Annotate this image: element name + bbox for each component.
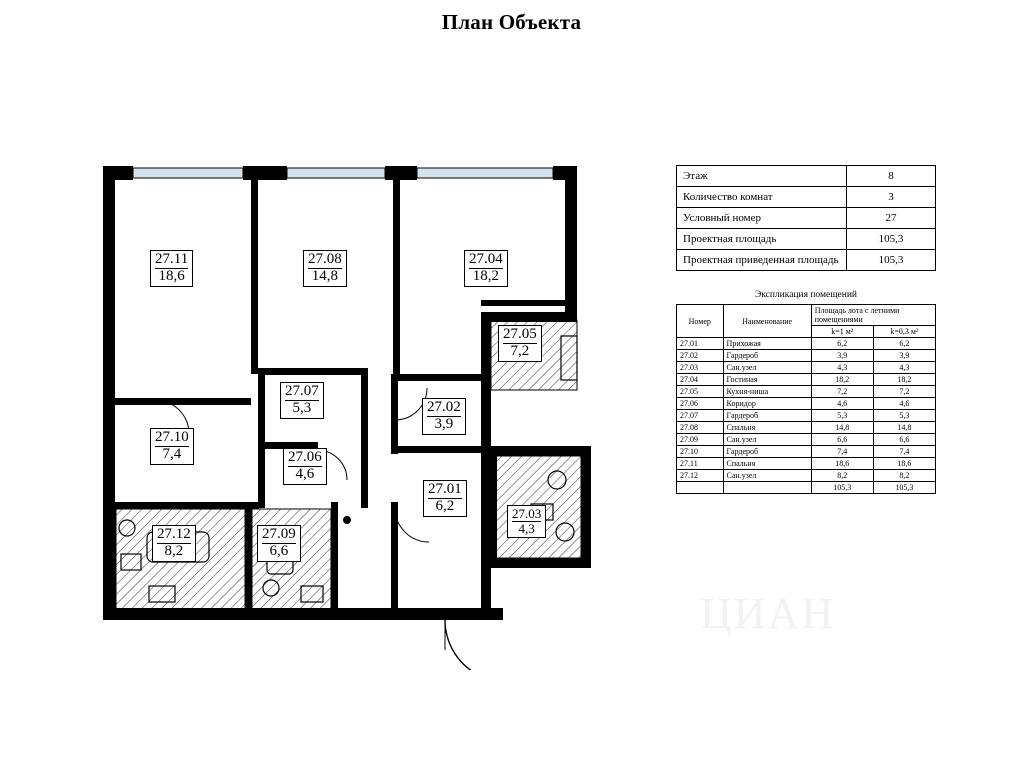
cell-k1: 18,2 (811, 374, 873, 386)
info-key-reduced-area: Проектная приведенная площадь (677, 250, 847, 271)
table-row (677, 338, 936, 350)
entrance-door (431, 612, 503, 620)
cell-k03: 14,8 (873, 422, 935, 434)
cell-name: Прихожая (723, 338, 811, 350)
cell-number: 27.03 (677, 362, 724, 374)
page-title: План Объекта (441, 10, 582, 34)
cell-number: 27.11 (677, 458, 724, 470)
cell-name: Коридор (723, 398, 811, 410)
totals-k1: 105,3 (811, 482, 873, 494)
plan-marker (343, 516, 351, 524)
cell-k03: 8,2 (873, 470, 935, 482)
totals-number (677, 482, 724, 494)
table-row (677, 458, 936, 470)
windows (133, 168, 553, 178)
room-label-27-09: 27.09 6,6 (257, 525, 301, 562)
room-label-27-06: 27.06 4,6 (283, 448, 327, 485)
table-row (677, 386, 936, 398)
table-row (677, 470, 936, 482)
cell-k03: 3,9 (873, 350, 935, 362)
room-label-27-07: 27.07 5,3 (280, 382, 324, 419)
cell-name: Сан.узел (723, 362, 811, 374)
table-row (677, 362, 936, 374)
cell-k1: 6,2 (811, 338, 873, 350)
table-row (677, 422, 936, 434)
table-row (677, 410, 936, 422)
cell-k03: 7,2 (873, 386, 935, 398)
watermark: ЦИАН (700, 589, 836, 638)
cell-number: 27.06 (677, 398, 724, 410)
room-label-27-08: 27.08 14,8 (303, 250, 347, 287)
cell-name: Гардероб (723, 446, 811, 458)
cell-number: 27.07 (677, 410, 724, 422)
info-key-floor: Этаж (677, 166, 847, 187)
floor-plan-drawing (95, 150, 615, 670)
cell-name: Сан.узел (723, 470, 811, 482)
cell-k03: 4,6 (873, 398, 935, 410)
explication-caption: Экспликация помещений (754, 290, 858, 300)
table-row (677, 350, 936, 362)
cell-k03: 6,2 (873, 338, 935, 350)
info-value-reduced-area: 105,3 (847, 250, 936, 271)
cell-k1: 7,4 (811, 446, 873, 458)
cell-k03: 5,3 (873, 410, 935, 422)
cell-number: 27.10 (677, 446, 724, 458)
room-label-27-05: 27.05 7,2 (498, 325, 542, 362)
cell-k1: 14,8 (811, 422, 873, 434)
info-key-area: Проектная площадь (677, 229, 847, 250)
room-label-27-01: 27.01 6,2 (423, 480, 467, 517)
info-value-number: 27 (847, 208, 936, 229)
cell-k1: 5,3 (811, 410, 873, 422)
cell-name: Спальня (723, 458, 811, 470)
cell-k03: 7,4 (873, 446, 935, 458)
header-area-group: Площадь лота с летними помещениями (811, 305, 935, 326)
cell-name: Сан.узел (723, 434, 811, 446)
cell-name: Спальня (723, 422, 811, 434)
cell-name: Кухня-ниша (723, 386, 811, 398)
cell-k1: 3,9 (811, 350, 873, 362)
table-row-totals (677, 482, 936, 494)
cell-k03: 4,3 (873, 362, 935, 374)
explication-header-row (677, 305, 936, 326)
cell-k1: 4,6 (811, 398, 873, 410)
cell-k03: 18,6 (873, 458, 935, 470)
table-row (677, 166, 936, 187)
cell-k1: 6,6 (811, 434, 873, 446)
cell-k1: 7,2 (811, 386, 873, 398)
cell-number: 27.01 (677, 338, 724, 350)
room-label-27-03: 27.03 4,3 (507, 505, 546, 538)
info-value-area: 105,3 (847, 229, 936, 250)
cell-name: Гардероб (723, 410, 811, 422)
floor-plan (95, 150, 615, 670)
cell-number: 27.08 (677, 422, 724, 434)
cell-number: 27.05 (677, 386, 724, 398)
cell-k03: 18,2 (873, 374, 935, 386)
header-number: Номер (677, 305, 724, 338)
header-name: Наименование (723, 305, 811, 338)
cell-number: 27.02 (677, 350, 724, 362)
explication-table (676, 304, 936, 494)
cell-k03: 6,6 (873, 434, 935, 446)
table-row (677, 250, 936, 271)
info-key-rooms: Количество комнат (677, 187, 847, 208)
header-k1: k=1 м² (811, 326, 873, 338)
table-row (677, 187, 936, 208)
cell-number: 27.04 (677, 374, 724, 386)
table-row (677, 434, 936, 446)
cell-name: Гостиная (723, 374, 811, 386)
info-key-number: Условный номер (677, 208, 847, 229)
table-row (677, 374, 936, 386)
table-row (677, 446, 936, 458)
property-info-table (676, 165, 936, 271)
info-value-rooms: 3 (847, 187, 936, 208)
cell-k1: 4,3 (811, 362, 873, 374)
room-label-27-04: 27.04 18,2 (464, 250, 508, 287)
header-k03: k=0,3 м² (873, 326, 935, 338)
room-label-27-11: 27.11 18,6 (150, 250, 193, 287)
table-row (677, 208, 936, 229)
room-label-27-02: 27.02 3,9 (422, 398, 466, 435)
totals-k03: 105,3 (873, 482, 935, 494)
cell-k1: 18,6 (811, 458, 873, 470)
totals-name (723, 482, 811, 494)
cell-name: Гардероб (723, 350, 811, 362)
room-label-27-10: 27.10 7,4 (150, 428, 194, 465)
room-label-27-12: 27.12 8,2 (152, 525, 196, 562)
cell-k1: 8,2 (811, 470, 873, 482)
info-value-floor: 8 (847, 166, 936, 187)
cell-number: 27.09 (677, 434, 724, 446)
table-row (677, 229, 936, 250)
table-row (677, 398, 936, 410)
cell-number: 27.12 (677, 470, 724, 482)
